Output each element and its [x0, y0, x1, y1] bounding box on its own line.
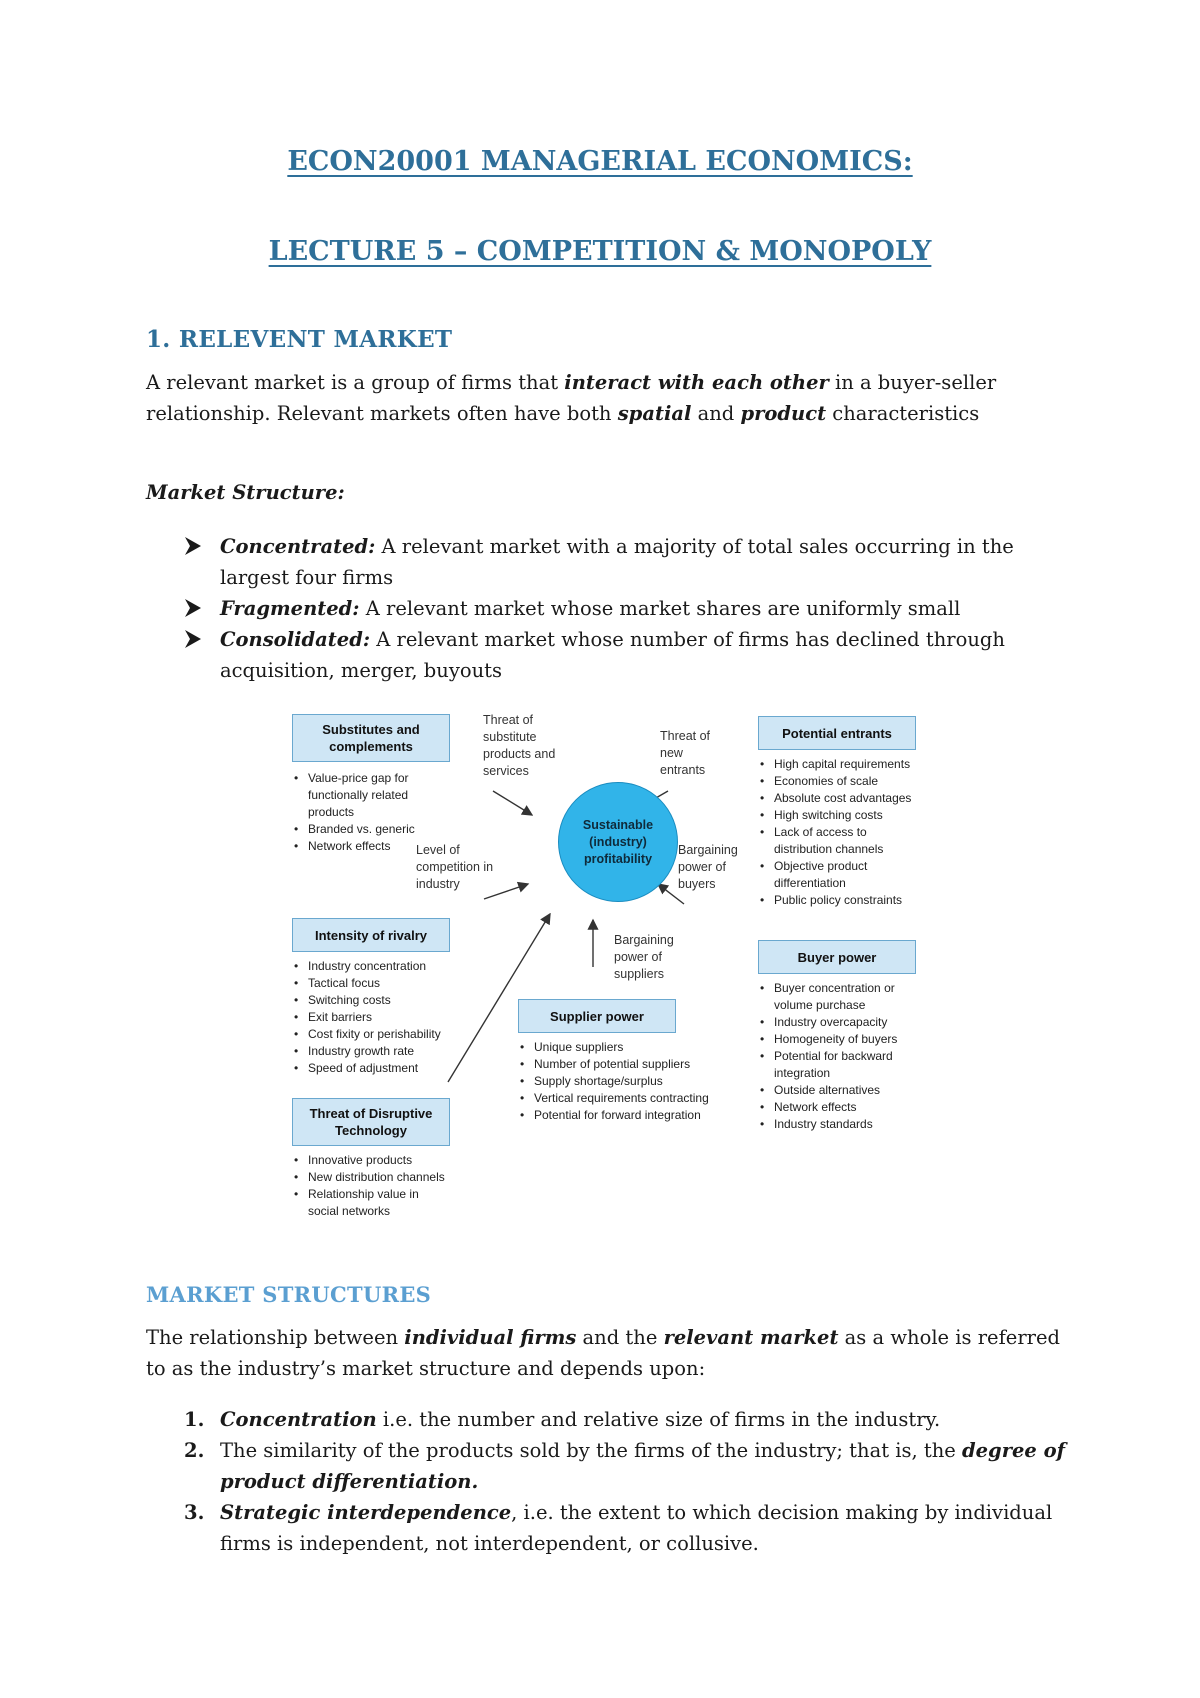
- list-item: • Branded vs. generic: [292, 821, 452, 838]
- arrow-bullet-icon: [184, 597, 202, 619]
- document-title: ECON20001 MANAGERIAL ECONOMICS:: [287, 146, 913, 177]
- list-item: Fragmented: A relevant market whose market shares are uniformly small: [146, 593, 1076, 624]
- list-item: • Network effects: [758, 1099, 933, 1116]
- section-heading-market-structures: MARKET STRUCTURES: [146, 1282, 432, 1307]
- list-item: • Unique suppliers: [518, 1039, 738, 1056]
- box-rivalry: Intensity of rivalry: [292, 918, 450, 952]
- five-forces-diagram: [288, 706, 948, 1226]
- section-heading-relevant-market: 1. RELEVENT MARKET: [146, 326, 453, 353]
- list-item: • Industry overcapacity: [758, 1014, 933, 1031]
- list-buyer: [758, 980, 933, 1133]
- list-item: • Homogeneity of buyers: [758, 1031, 933, 1048]
- item-number: 2.: [184, 1439, 205, 1462]
- market-structure-intro: The relationship between individual firms and the relevant market as a whole is referred to as the industry’s market structure and depends upon:: [146, 1326, 1061, 1380]
- list-item: • Cost fixity or perishability: [292, 1026, 462, 1043]
- list-item: • Innovative products: [292, 1152, 462, 1169]
- list-item: • Outside alternatives: [758, 1082, 933, 1099]
- list-item: 3. Strategic interdependence, i.e. the extent to which decision making by individual firms is independent, not interdependent, or collusive.: [146, 1497, 1076, 1559]
- list-item: • Speed of adjustment: [292, 1060, 462, 1077]
- label-threat-substitute: Threat of substitute products and services: [483, 713, 556, 778]
- label-bargaining-buyers: Bargaining power of buyers: [678, 843, 738, 891]
- arrow-bullet-icon: [184, 535, 202, 557]
- list-item: Consolidated: A relevant market whose number of firms has declined through acquisition, merger, buyouts: [146, 624, 1076, 686]
- list-item: • Objective product differentiation: [758, 858, 914, 892]
- list-item: • Industry standards: [758, 1116, 933, 1133]
- lecture-title: LECTURE 5 – COMPETITION & MONOPOLY: [268, 236, 932, 267]
- list-item: • High capital requirements: [758, 756, 933, 773]
- list-item: • Supply shortage/surplus: [518, 1073, 738, 1090]
- item-number: 1.: [184, 1408, 205, 1431]
- list-entrants: [758, 756, 933, 909]
- list-item: 1. Concentration i.e. the number and relative size of firms in the industry.: [146, 1404, 1076, 1435]
- relevant-market-definition: A relevant market is a group of firms that interact with each other in a buyer-seller relationship. Relevant markets often have both spatial and product characteristics: [146, 371, 997, 425]
- list-item: • Vertical requirements contracting: [518, 1090, 738, 1107]
- list-item: • Number of potential suppliers: [518, 1056, 738, 1073]
- list-item: • Switching costs: [292, 992, 462, 1009]
- arrow-bullet-icon: [184, 628, 202, 650]
- list-item: • Exit barriers: [292, 1009, 462, 1026]
- box-entrants: Potential entrants: [758, 716, 916, 750]
- list-supplier: [518, 1039, 738, 1124]
- list-item: • Industry concentration: [292, 958, 462, 975]
- list-item: • Potential for forward integration: [518, 1107, 738, 1124]
- arrow-substitutes: [493, 791, 532, 815]
- list-item: • New distribution channels: [292, 1169, 462, 1186]
- market-structure-factors: [146, 1404, 1076, 1559]
- list-item: • Network effects: [292, 838, 452, 855]
- box-buyer: Buyer power: [758, 940, 916, 974]
- box-supplier: Supplier power: [518, 999, 676, 1033]
- list-item: • Relationship value in social networks: [292, 1186, 438, 1220]
- list-disruptive: [292, 1152, 462, 1220]
- item-number: 3.: [184, 1501, 205, 1524]
- list-rivalry: [292, 958, 462, 1077]
- list-item: • Public policy constraints: [758, 892, 933, 909]
- market-structure-list: [146, 531, 1076, 686]
- list-item: • High switching costs: [758, 807, 933, 824]
- list-item: Concentrated: A relevant market with a majority of total sales occurring in the largest four firms: [146, 531, 1076, 593]
- list-item: 2. The similarity of the products sold by the firms of the industry; that is, the degree of product differentiation.: [146, 1435, 1076, 1497]
- list-item: • Lack of access to distribution channels: [758, 824, 914, 858]
- list-item: • Economies of scale: [758, 773, 933, 790]
- list-item: • Value-price gap for functionally related products: [292, 770, 452, 821]
- list-item: • Absolute cost advantages: [758, 790, 933, 807]
- label-level-competition: Level of competition in industry: [416, 843, 494, 891]
- label-threat-entrants: Threat of new entrants: [660, 729, 711, 777]
- label-bargaining-suppliers: Bargaining power of suppliers: [614, 933, 674, 981]
- list-item: • Potential for backward integration: [758, 1048, 924, 1082]
- list-item: • Buyer concentration or volume purchase: [758, 980, 924, 1014]
- box-disruptive: Threat of Disruptive Technology: [292, 1098, 450, 1146]
- market-structure-label: Market Structure:: [146, 481, 345, 504]
- list-item: • Tactical focus: [292, 975, 462, 992]
- list-item: • Industry growth rate: [292, 1043, 462, 1060]
- box-substitutes: Substitutes and complements: [292, 714, 450, 762]
- center-profitability: Sustainable (industry) profitability: [558, 782, 678, 902]
